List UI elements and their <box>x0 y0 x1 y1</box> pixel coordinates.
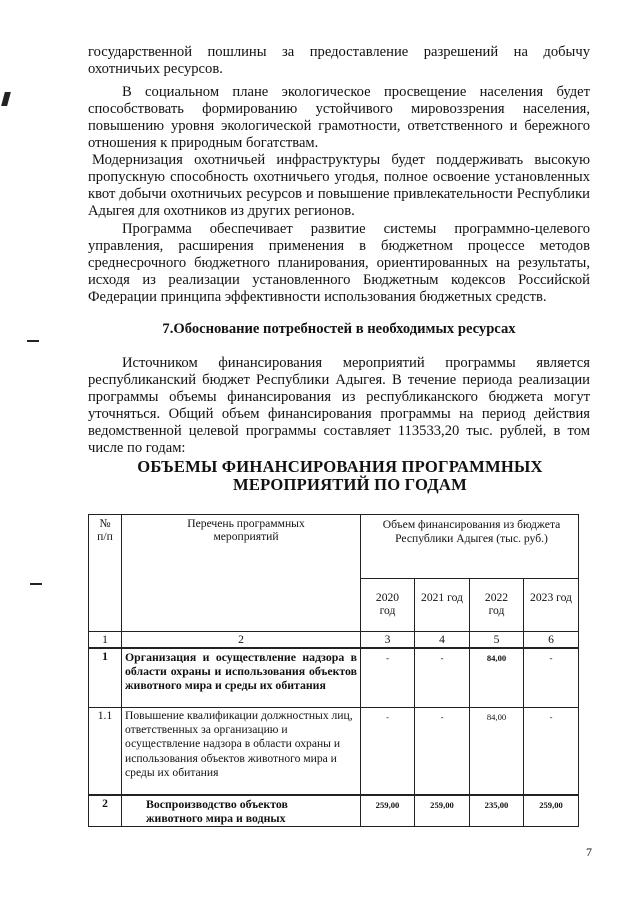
page-number: 7 <box>586 845 592 859</box>
row-value-2023: 259,00 <box>524 795 579 827</box>
row-name: Повышение квалификации должностных лиц, ответственных за организацию и осуществление надзора в области охраны и использования объектов животного мира и среды их обитания <box>122 708 361 796</box>
row-value-2022: 84,00 <box>470 708 524 796</box>
row-name: Организация и осуществление надзора в области охраны и использования объектов животного мира и среды их обитания <box>122 648 361 708</box>
header-year-2023: 2023 год <box>524 579 579 632</box>
header-num: № п/п <box>89 515 122 632</box>
header-year-2021: 2021 год <box>415 579 470 632</box>
table-row <box>89 795 579 827</box>
funding-table <box>88 514 579 827</box>
row-value-2021: 259,00 <box>415 795 470 827</box>
row-num: 2 <box>89 795 122 827</box>
index-cell: 4 <box>415 632 470 649</box>
header-list: Перечень программных мероприятий <box>122 515 361 632</box>
table-title-line1: ОБЪЕМЫ ФИНАНСИРОВАНИЯ ПРОГРАММНЫХ <box>137 457 543 476</box>
row-name: Воспроизводство объектов животного мира и водных <box>122 795 361 827</box>
row-num: 1 <box>89 648 122 708</box>
scan-mark-top <box>1 92 11 106</box>
table-index-row <box>89 632 579 649</box>
index-cell: 5 <box>470 632 524 649</box>
paragraph-fee: государственной пошлины за предоставление разрешений на добычу охотничьих ресурсов. <box>88 44 590 78</box>
row-num: 1.1 <box>89 708 122 796</box>
row-value-2020: - <box>361 708 415 796</box>
table-row <box>89 708 579 796</box>
row-value-2021: - <box>415 648 470 708</box>
row-value-2020: - <box>361 648 415 708</box>
row-value-2023: - <box>524 708 579 796</box>
table-title-line2: МЕРОПРИЯТИЙ ПО ГОДАМ <box>233 475 467 494</box>
paragraph-program: Программа обеспечивает развитие системы программно-целевого управления, расширения применения в бюджетном процессе методов среднесрочного бюджетного планирования, ориентированных на результаты, исходя из реализации установленного Бюджетным кодексов Российской Федерации принципа эффективности использования бюджетных средств. <box>88 221 590 306</box>
row-value-2021: - <box>415 708 470 796</box>
table-title <box>110 458 570 494</box>
scan-mark-middle <box>27 340 39 342</box>
scan-mark-bottom <box>30 583 42 585</box>
paragraph-modernization: Модернизация охотничьей инфраструктуры будет поддерживать высокую пропускную способность охотничьего угодья, полное освоение установленных квот добычи охотничьих ресурсов и повышение привлекательности Республики Адыгея для охотников из других регионов. <box>88 152 590 220</box>
row-value-2020: 259,00 <box>361 795 415 827</box>
header-year-2020: 2020 год <box>361 579 415 632</box>
paragraph-funding: Источником финансирования мероприятий программы является республиканский бюджет Республики Адыгея. В течение периода реализации программы объемы финансирования из республиканского бюджета могут уточняться. Общий объем финансирования программы на период действия ведомственной целевой программы составляет 113533,20 тыс. рублей, в том числе по годам: <box>88 355 590 457</box>
index-cell: 2 <box>122 632 361 649</box>
index-cell: 1 <box>89 632 122 649</box>
paragraph-social: В социальном плане экологическое просвещение населения будет способствовать формированию устойчивого мировоззрения населения, повышению уровня экологической грамотности, ответственного и бережного отношения к природным богатствам. <box>88 84 590 152</box>
row-value-2023: - <box>524 648 579 708</box>
header-year-2022: 2022 год <box>470 579 524 632</box>
index-cell: 6 <box>524 632 579 649</box>
table-row <box>89 648 579 708</box>
section-heading: 7.Обоснование потребностей в необходимых ресурсах <box>162 321 516 337</box>
table-header-row <box>89 515 579 579</box>
index-cell: 3 <box>361 632 415 649</box>
row-value-2022: 84,00 <box>470 648 524 708</box>
header-volume: Объем финансирования из бюджета Республики Адыгея (тыс. руб.) <box>361 515 579 579</box>
row-value-2022: 235,00 <box>470 795 524 827</box>
